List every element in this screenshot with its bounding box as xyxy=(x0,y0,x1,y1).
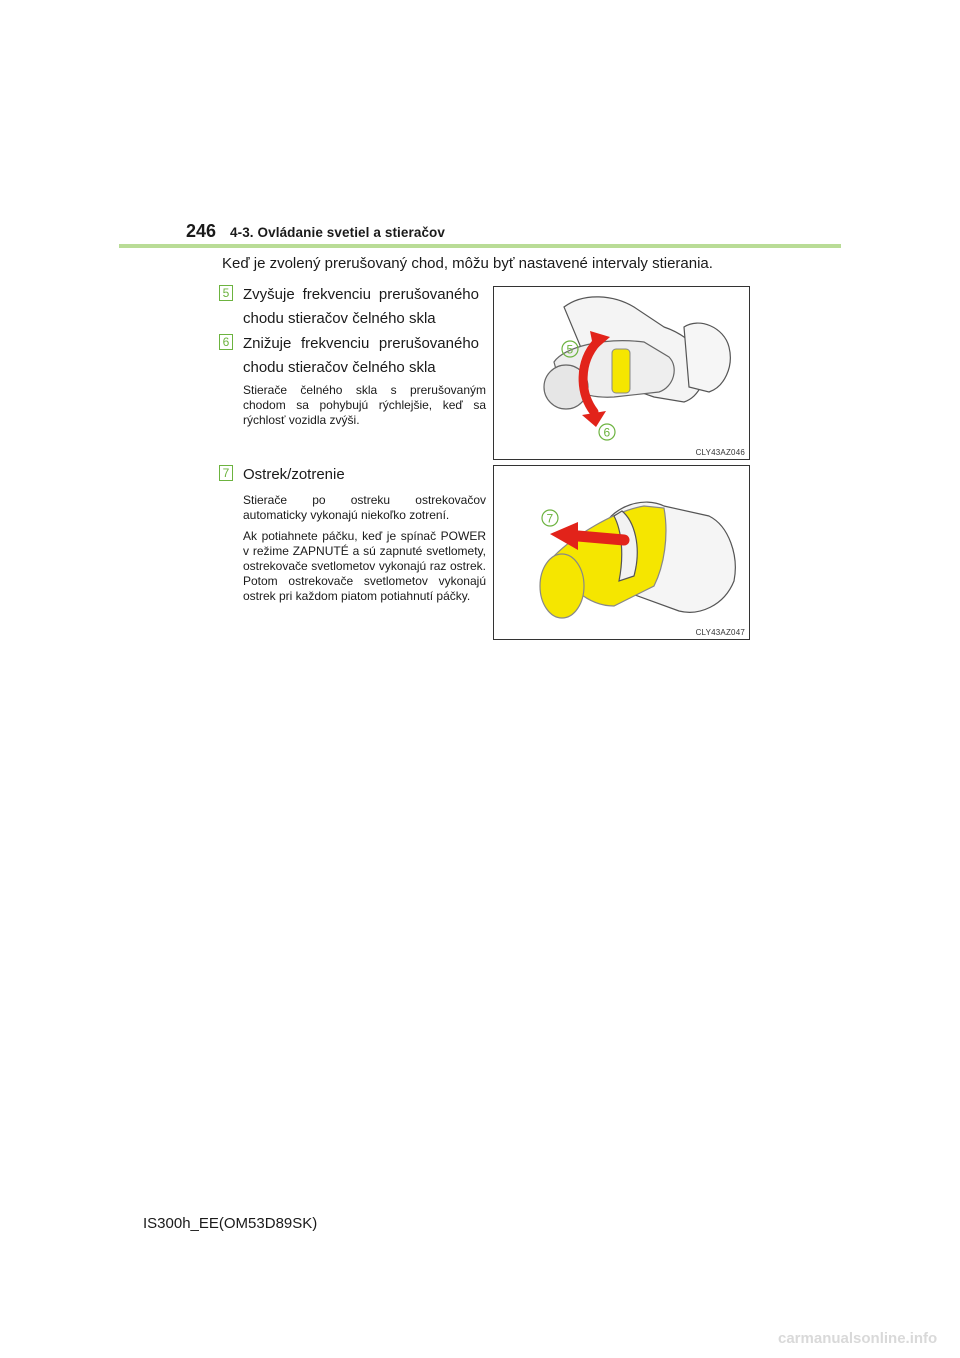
item-number-badge: 6 xyxy=(219,334,233,350)
wiper-interval-figure xyxy=(493,286,750,460)
watermark: carmanualsonline.info xyxy=(778,1330,938,1347)
note-text xyxy=(243,493,486,610)
item-title: Ostrek/zotrenie xyxy=(243,466,345,483)
figure-code: CLY43AZ047 xyxy=(695,628,745,637)
header-divider xyxy=(119,244,841,248)
washer-lever-illustration xyxy=(494,466,749,639)
callout-label: 6 xyxy=(603,425,611,440)
section-title: 4-3. Ovládanie svetiel a stieračov xyxy=(230,225,446,240)
wiper-lever-illustration xyxy=(494,287,749,459)
item-number-badge: 7 xyxy=(219,465,233,481)
callout-label: 5 xyxy=(566,342,574,357)
note-paragraph: Stierače čelného skla s prerušovaným chodom sa pohybujú rýchlejšie, keď sa rýchlosť vozidla zvýši. xyxy=(243,383,486,427)
note-paragraph: Ak potiahnete páčku, keď je spínač POWER v režime ZAPNUTÉ a sú zapnuté svetlomety, ostrekovače svetlometov vykonajú raz ostrek. Potom ostrekovače svetlometov vykonajú ostrek pri každom piatom potiahnutí páčky. xyxy=(243,529,486,603)
callout-label: 7 xyxy=(546,511,554,526)
note-paragraph: Stierače po ostreku ostrekovačov automaticky vykonajú niekoľko zotrení. xyxy=(243,493,486,522)
page-number: 246 xyxy=(186,221,217,241)
item-title: Zvyšuje frekvenciu prerušovaného chodu stieračov čelného skla xyxy=(243,286,479,327)
note-text xyxy=(243,383,486,434)
item-number-badge: 5 xyxy=(219,285,233,301)
manual-code: IS300h_EE(OM53D89SK) xyxy=(143,1215,318,1232)
item-title: Znižuje frekvenciu prerušovaného chodu stieračov čelného skla xyxy=(243,335,479,376)
intro-text: Keď je zvolený prerušovaný chod, môžu byť nastavené intervaly stierania. xyxy=(222,255,713,272)
figure-code: CLY43AZ046 xyxy=(695,448,745,457)
washer-figure xyxy=(493,465,750,640)
page-header xyxy=(186,221,445,242)
